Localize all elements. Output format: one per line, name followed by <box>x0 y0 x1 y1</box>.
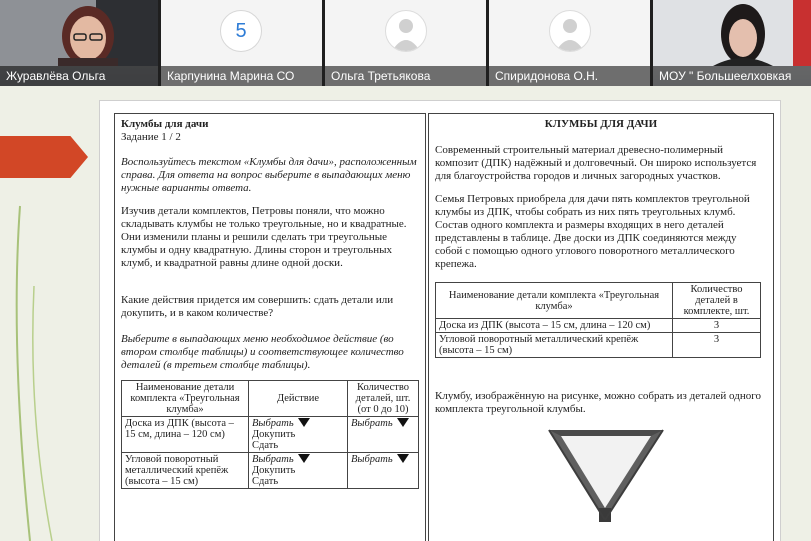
dropdown-option[interactable]: Сдать <box>252 440 279 451</box>
participant-name: Ольга Третьякова <box>325 66 486 86</box>
description-text: Изучив детали комплектов, Петровы поняли, что можно складывать клумбы не только треугольные, но и квадратные. Они изменили планы и решили сделать три треугольные клумбы и одну квадратную. Длины сторон и треугольных клумб, и квадратной равны длине одной доски. <box>121 205 407 269</box>
table-row <box>122 417 419 453</box>
kit-table-header-qty: Количество деталей в комплекте, шт. <box>673 283 761 319</box>
participant-name: Спиридонова О.Н. <box>489 66 650 86</box>
table-row <box>436 319 761 333</box>
reference-paragraph-1: Современный строительный материал древесно-полимерный композит (ДПК) надёжный и долговечный. Он широко используется для благоустройства городов и личных загородных участков. <box>435 144 757 182</box>
shared-slide <box>0 86 811 541</box>
task-title: Клумбы для дачи <box>121 118 209 130</box>
kit-table-header-name: Наименование детали комплекта «Треугольная клумба» <box>436 283 673 319</box>
instruction-text: Воспользуйтесь текстом «Клумбы для дачи», расположенным справа. Для ответа на вопрос выберите в выпадающих меню нужные варианты ответа. <box>121 156 417 194</box>
reference-title: КЛУМБЫ ДЛЯ ДАЧИ <box>544 118 658 130</box>
reference-paragraph-2: Семья Петровых приобрела для дачи пять комплектов треугольной клумбы из ДПК, чтобы собрать из них пять треугольных клумб. Состав одного комплекта и размеры входящих в него деталей представлены в таблице. Две доски из ДПК соединяются между собой с помощью одного углового поворотного металлического крепежа. <box>435 193 750 270</box>
action-dropdown[interactable] <box>249 417 348 453</box>
participant-tile-1[interactable] <box>0 0 158 86</box>
task-panel <box>114 113 426 541</box>
quantity-dropdown[interactable] <box>348 417 419 453</box>
participant-number: 5 <box>220 10 262 52</box>
detail-qty: 3 <box>673 333 761 358</box>
participant-video-5 <box>653 0 811 66</box>
answer-table <box>121 380 419 489</box>
avatar-placeholder-icon <box>549 10 591 52</box>
detail-name: Доска из ДПК (высота – 15 см, длина – 120 см) <box>436 319 673 333</box>
detail-qty: 3 <box>673 319 761 333</box>
task-counter: Задание 1 / 2 <box>121 131 181 143</box>
action-dropdown-value: Выбрать <box>252 418 294 429</box>
detail-name: Угловой поворотный металлический крепёж (высота – 15 см) <box>122 453 249 489</box>
hint-text: Выберите в выпадающих меню необходимое действие (во втором столбце таблицы) и соответствующее количество деталей (в третьем столбце таблицы). <box>121 333 404 371</box>
action-dropdown-value: Выбрать <box>252 454 294 465</box>
participant-video-1 <box>0 0 158 66</box>
detail-name: Доска из ДПК (высота – 15 см, длина – 120 см) <box>122 417 249 453</box>
reference-text-panel <box>428 113 774 541</box>
avatar-placeholder-icon <box>385 10 427 52</box>
detail-name: Угловой поворотный металлический крепёж (высота – 15 см) <box>436 333 673 358</box>
answer-table-header-action: Действие <box>249 381 348 417</box>
participant-name: МОУ " Большеелховкая <box>653 66 811 86</box>
answer-table-header-qty: Количество деталей, шт. (от 0 до 10) <box>348 381 419 417</box>
dropdown-arrow-icon[interactable] <box>397 454 409 463</box>
question-text: Какие действия придется им совершить: сдать детали или докупить, и в каком количестве? <box>121 294 394 319</box>
participant-name: Карпунина Марина СО <box>161 66 322 86</box>
quantity-dropdown-value: Выбрать <box>351 454 393 465</box>
quantity-dropdown[interactable] <box>348 453 419 489</box>
table-row <box>436 333 761 358</box>
participant-strip <box>0 0 811 86</box>
participant-tile-5[interactable] <box>653 0 811 86</box>
participant-tile-2[interactable] <box>161 0 322 86</box>
dropdown-arrow-icon[interactable] <box>298 454 310 463</box>
participant-tile-4[interactable] <box>489 0 650 86</box>
flowerbed-image <box>547 424 665 524</box>
quantity-dropdown-value: Выбрать <box>351 418 393 429</box>
reference-paragraph-3: Клумбу, изображённую на рисунке, можно собрать из деталей одного комплекта треугольной клумбы. <box>435 390 761 415</box>
accent-arrow-tab <box>0 136 88 178</box>
kit-table <box>435 282 761 358</box>
dropdown-option[interactable]: Сдать <box>252 476 279 487</box>
dropdown-arrow-icon[interactable] <box>397 418 409 427</box>
dropdown-option[interactable]: Докупить <box>252 429 296 440</box>
participant-tile-3[interactable] <box>325 0 486 86</box>
table-row <box>122 453 419 489</box>
dropdown-arrow-icon[interactable] <box>298 418 310 427</box>
answer-table-header-name: Наименование детали комплекта «Треугольная клумба» <box>122 381 249 417</box>
participant-name: Журавлёва Ольга <box>0 66 158 86</box>
dropdown-option[interactable]: Докупить <box>252 465 296 476</box>
task-document <box>99 100 781 541</box>
action-dropdown[interactable] <box>249 453 348 489</box>
